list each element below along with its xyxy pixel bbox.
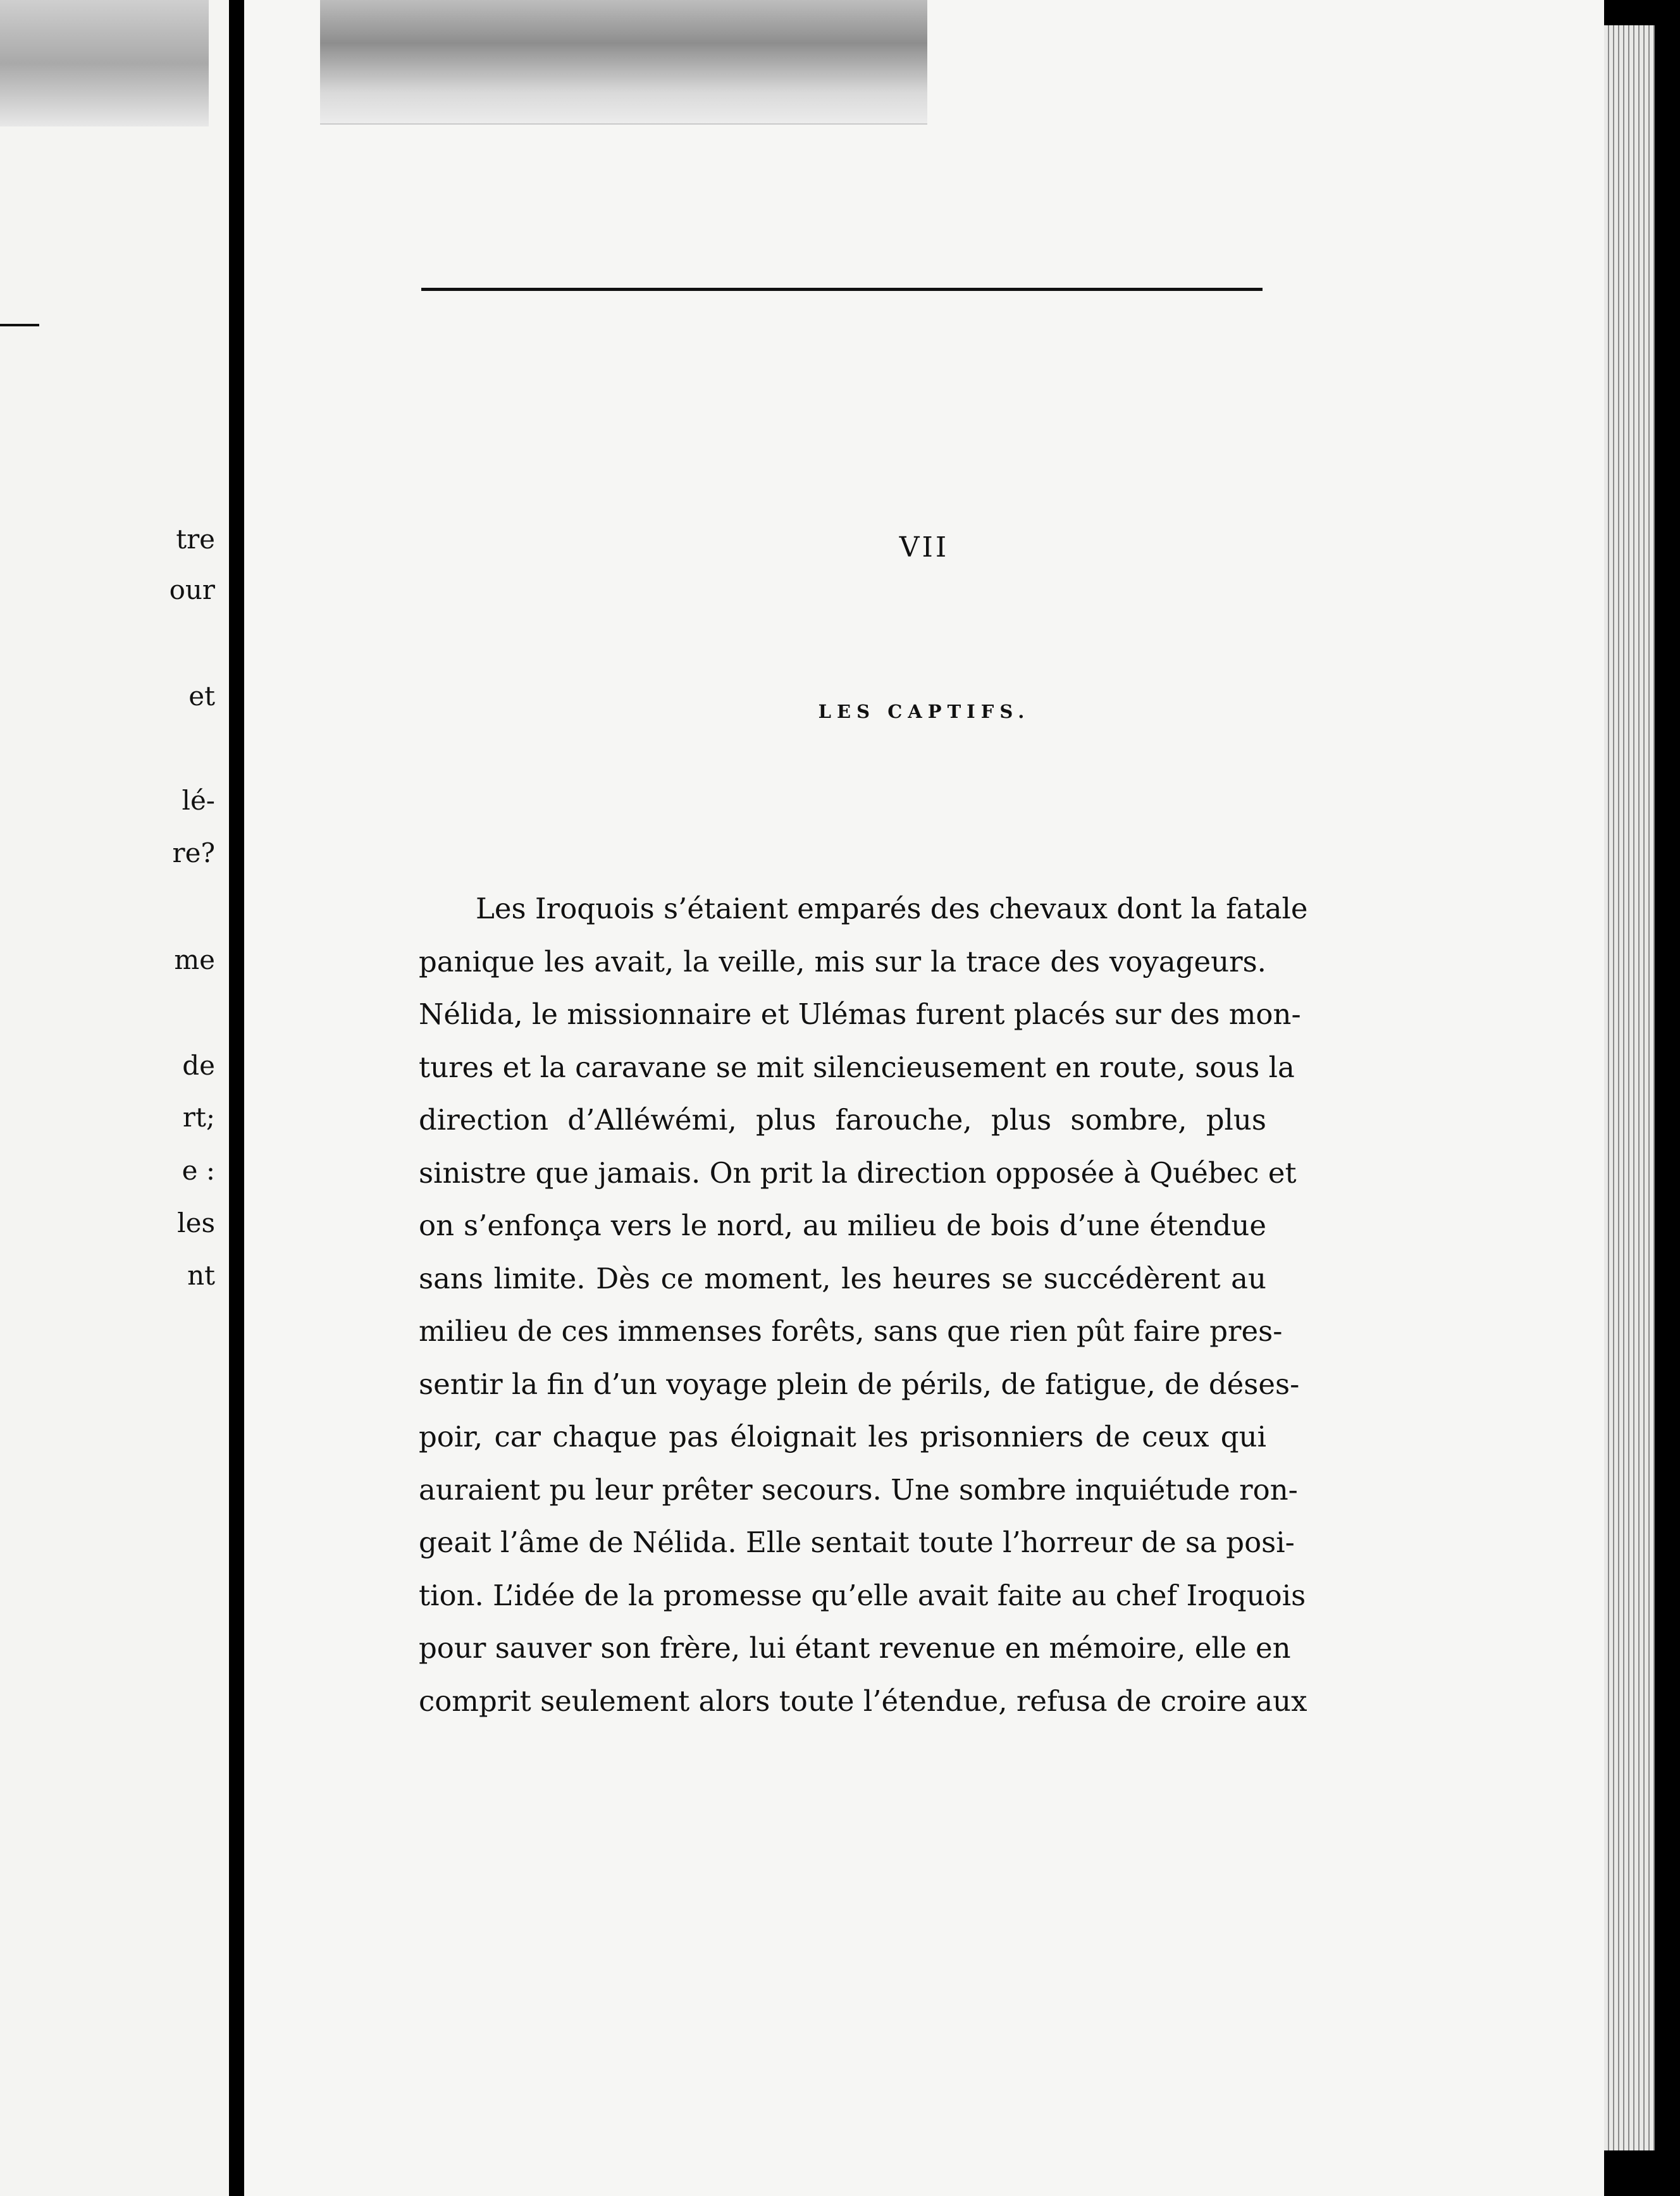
body-paragraph — [419, 882, 1308, 1727]
left-page-fragment: tre — [176, 524, 215, 555]
text-line: tion. L’idée de la promesse qu’elle avait faite au chef Iroquois — [419, 1578, 1306, 1612]
text-line: tures et la caravane se mit silencieusement en route, sous la — [419, 1050, 1295, 1084]
left-page-fragment: me — [174, 944, 215, 975]
right-page — [244, 0, 1604, 2196]
left-page-fragment: re? — [172, 837, 215, 868]
page-fore-edge — [1604, 25, 1655, 2150]
text-line: geait l’âme de Nélida. Elle sentait toute l’horreur de sa posi- — [419, 1526, 1295, 1559]
left-page-rule — [0, 324, 39, 326]
text-line: milieu de ces immenses forêts, sans que rien pût faire pres- — [419, 1314, 1283, 1348]
left-page-fragment: e : — [182, 1155, 215, 1186]
text-line: comprit seulement alors toute l’étendue, refusa de croire aux — [419, 1684, 1307, 1718]
text-line: direction d’Alléwémi, plus farouche, plus sombre, plus — [419, 1103, 1266, 1137]
text-line: pour sauver son frère, lui étant revenue en mémoire, elle en — [419, 1631, 1291, 1665]
text-line: on s’enfonça vers le nord, au milieu de bois d’une étendue — [419, 1209, 1266, 1242]
text-line: auraient pu leur prêter secours. Une sombre inquiétude ron- — [419, 1472, 1298, 1507]
text-line: panique les avait, la veille, mis sur la trace des voyageurs. — [419, 944, 1266, 978]
text-line: poir, car chaque pas éloignait les prisonniers de ceux qui — [419, 1420, 1266, 1453]
page-gutter — [229, 0, 244, 2196]
left-page-fragment: et — [188, 681, 215, 712]
text-line: sans limite. Dès ce moment, les heures se succédèrent au — [419, 1261, 1266, 1295]
left-page — [0, 0, 229, 2196]
chapter-title: LES CAPTIFS. — [818, 701, 1030, 722]
left-page-fragment: de — [182, 1050, 215, 1081]
left-page-fragment: les — [177, 1207, 215, 1238]
scan-border-right — [1655, 0, 1680, 2196]
text-line: sentir la fin d’un voyage plein de périls, de fatigue, de déses- — [419, 1367, 1300, 1401]
text-line: Nélida, le missionnaire et Ulémas furent placés sur des mon- — [419, 997, 1301, 1031]
left-page-plate-image — [0, 0, 209, 126]
text-line: sinistre que jamais. On prit la direction opposée à Québec et — [419, 1156, 1297, 1190]
left-page-fragment: lé- — [182, 785, 215, 816]
left-page-fragment: rt; — [182, 1102, 215, 1133]
chapter-top-rule — [421, 288, 1263, 291]
plate-image-bottom-edge — [320, 0, 927, 125]
text-line: Les Iroquois s’étaient emparés des chevaux dont la fatale — [476, 892, 1308, 925]
left-page-fragment: our — [169, 574, 215, 605]
left-page-fragment: nt — [187, 1260, 215, 1291]
chapter-number: VII — [899, 531, 949, 564]
